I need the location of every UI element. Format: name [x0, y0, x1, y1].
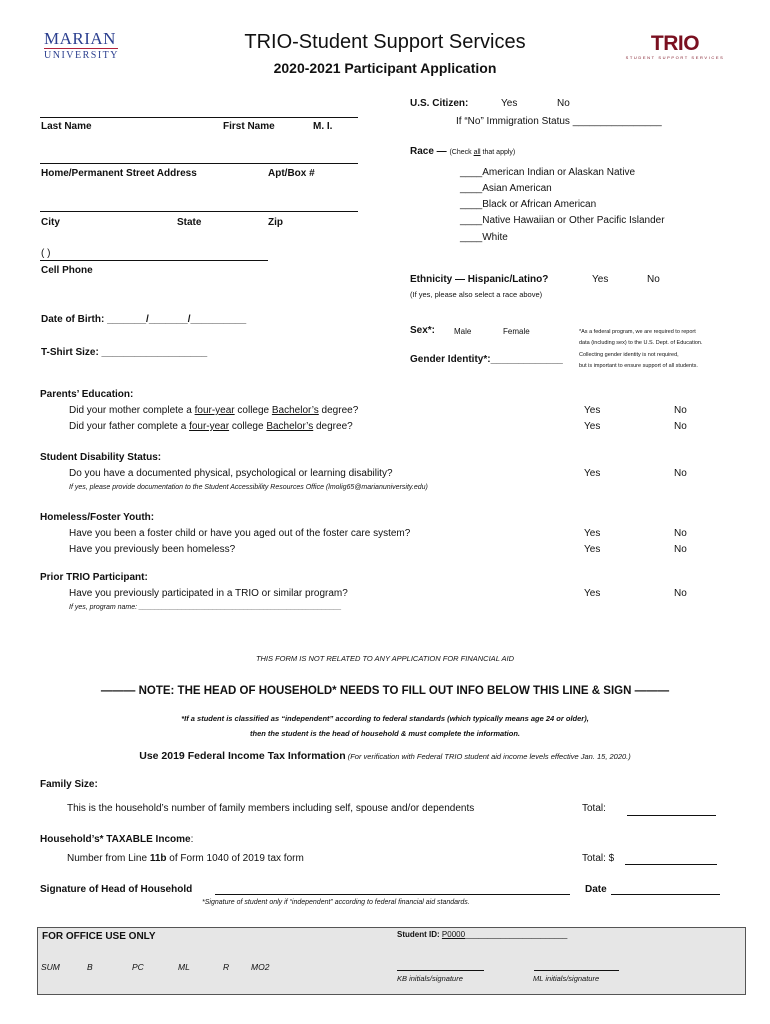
ethnicity-no[interactable]: No — [647, 274, 660, 285]
father-question: Did your father complete a four-year college Bachelor’s degree? — [69, 421, 353, 432]
race-option[interactable]: ____Native Hawaiian or Other Pacific Islander — [460, 215, 665, 226]
apt-label: Apt/Box # — [268, 168, 315, 179]
citizen-no[interactable]: No — [557, 98, 570, 109]
parents-education-heading: Parents’ Education: — [40, 389, 134, 400]
ml-signature-line[interactable] — [534, 970, 619, 971]
foster-yes[interactable]: Yes — [584, 528, 601, 539]
page-subtitle: 2020-2021 Participant Application — [273, 60, 497, 76]
cell-phone-label: Cell Phone — [41, 265, 93, 276]
marian-university-logo: MARIAN UNIVERSITY — [44, 29, 119, 61]
kb-signature-label: KB initials/signature — [397, 974, 463, 983]
program-name-field[interactable]: If yes, program name: ____________________________________________________ — [69, 604, 342, 611]
citizen-yes[interactable]: Yes — [501, 98, 518, 109]
phone-area-code: ( ) — [41, 248, 51, 259]
ethnicity-yes[interactable]: Yes — [592, 274, 609, 285]
first-name-label: First Name — [223, 121, 275, 132]
page-title: TRIO-Student Support Services — [244, 31, 526, 53]
city-line[interactable] — [40, 211, 358, 212]
income-heading: Household’s* TAXABLE Income: — [40, 834, 194, 845]
signature-label: Signature of Head of Household — [40, 884, 193, 895]
homeless-no[interactable]: No — [674, 544, 687, 555]
office-code: ML — [178, 962, 190, 972]
family-total-label: Total: — [582, 803, 606, 814]
tshirt-size-field[interactable]: T-Shirt Size: ___________________ — [41, 347, 208, 358]
income-total-label: Total: $ — [582, 853, 615, 864]
student-id-field[interactable]: Student ID: P0000_______________________ — [397, 930, 568, 939]
foster-no[interactable]: No — [674, 528, 687, 539]
disability-note: If yes, please provide documentation to the Student Accessibility Resources Office (lmolig65@marianuniversity.edu) — [69, 484, 428, 491]
immigration-status-field[interactable]: If “No” Immigration Status ________________ — [456, 116, 662, 127]
family-size-label: Family Size: — [40, 779, 98, 790]
trio-logo: TRIO STUDENT SUPPORT SERVICES — [625, 32, 725, 60]
zip-label: Zip — [268, 217, 283, 228]
foster-question: Have you been a foster child or have you aged out of the foster care system? — [69, 528, 411, 539]
city-label: City — [41, 217, 60, 228]
homeless-question: Have you previously been homeless? — [69, 544, 236, 555]
disability-question: Do you have a documented physical, psychological or learning disability? — [69, 468, 393, 479]
ml-signature-label: ML initials/signature — [533, 974, 600, 983]
phone-line[interactable] — [40, 260, 268, 261]
office-code: R — [223, 962, 230, 972]
homeless-yes[interactable]: Yes — [584, 544, 601, 555]
disability-heading: Student Disability Status: — [40, 452, 162, 463]
race-option[interactable]: ____American Indian or Alaskan Native — [460, 167, 636, 178]
federal-note: *As a federal program, we are required to report data (including sex) to the U.S. Dept. of Education. Collecting gender identity is not required, but is important to ensure support of all students. — [579, 329, 703, 369]
prior-trio-no[interactable]: No — [674, 588, 687, 599]
independent-note-1: *If a student is classified as “independent” according to federal standards (which typically means age 24 or older), — [181, 714, 589, 723]
race-option[interactable]: ____Black or African American — [460, 199, 597, 210]
signature-note: *Signature of student only if “independent” according to federal financial aid standards. — [202, 899, 470, 906]
date-line[interactable] — [611, 894, 720, 895]
gender-identity-field[interactable]: Gender Identity*:_____________ — [410, 354, 563, 365]
date-of-birth-field[interactable]: Date of Birth: _______/_______/__________ — [41, 314, 247, 325]
last-name-label: Last Name — [41, 121, 92, 132]
office-code: B — [87, 962, 93, 972]
disability-no[interactable]: No — [674, 468, 687, 479]
ethnicity-note: (If yes, please also select a race above) — [410, 290, 543, 299]
disability-yes[interactable]: Yes — [584, 468, 601, 479]
race-option[interactable]: ____Asian American — [460, 183, 552, 194]
family-size-description: This is the household’s number of family members including self, spouse and/or dependents — [67, 803, 475, 814]
homeless-heading: Homeless/Foster Youth: — [40, 512, 155, 523]
office-code: SUM — [41, 962, 60, 972]
name-line[interactable] — [40, 117, 358, 118]
citizen-label: U.S. Citizen: — [410, 98, 469, 109]
address-label: Home/Permanent Street Address — [41, 168, 197, 179]
mother-yes[interactable]: Yes — [584, 405, 601, 416]
office-code: MO2 — [251, 962, 270, 972]
income-total-line[interactable] — [625, 864, 717, 865]
independent-note-2: then the student is the head of household & must complete the information. — [249, 729, 520, 738]
race-option[interactable]: ____White — [460, 232, 508, 243]
financial-aid-notice: THIS FORM IS NOT RELATED TO ANY APPLICATION FOR FINANCIAL AID — [255, 654, 515, 663]
office-use-title: FOR OFFICE USE ONLY — [42, 931, 156, 942]
income-description: Number from Line 11b of Form 1040 of 2019 tax form — [67, 853, 304, 864]
signature-line[interactable] — [215, 894, 570, 895]
prior-trio-heading: Prior TRIO Participant: — [40, 572, 148, 583]
sex-label: Sex*: — [410, 325, 436, 336]
father-no[interactable]: No — [674, 421, 687, 432]
family-total-line[interactable] — [627, 815, 716, 816]
head-of-household-note: ——— NOTE: THE HEAD OF HOUSEHOLD* NEEDS TO FILL OUT INFO BELOW THIS LINE & SIGN ——— — [100, 685, 670, 697]
state-label: State — [177, 217, 202, 228]
mother-question: Did your mother complete a four-year college Bachelor’s degree? — [69, 405, 359, 416]
mi-label: M. I. — [313, 121, 333, 132]
race-heading: Race — (Check all that apply) — [410, 146, 516, 157]
ethnicity-label: Ethnicity — Hispanic/Latino? — [410, 274, 549, 285]
sex-female[interactable]: Female — [503, 327, 530, 336]
office-code: PC — [132, 962, 144, 972]
tax-info-heading: Use 2019 Federal Income Tax Information (For verification with Federal TRIO student aid income levels effective Jan. 15, 2020.) — [139, 750, 631, 762]
mother-no[interactable]: No — [674, 405, 687, 416]
sex-male[interactable]: Male — [454, 327, 472, 336]
date-label: Date — [585, 884, 607, 895]
father-yes[interactable]: Yes — [584, 421, 601, 432]
prior-trio-question: Have you previously participated in a TRIO or similar program? — [69, 588, 348, 599]
kb-signature-line[interactable] — [397, 970, 484, 971]
address-line[interactable] — [40, 163, 358, 164]
prior-trio-yes[interactable]: Yes — [584, 588, 601, 599]
